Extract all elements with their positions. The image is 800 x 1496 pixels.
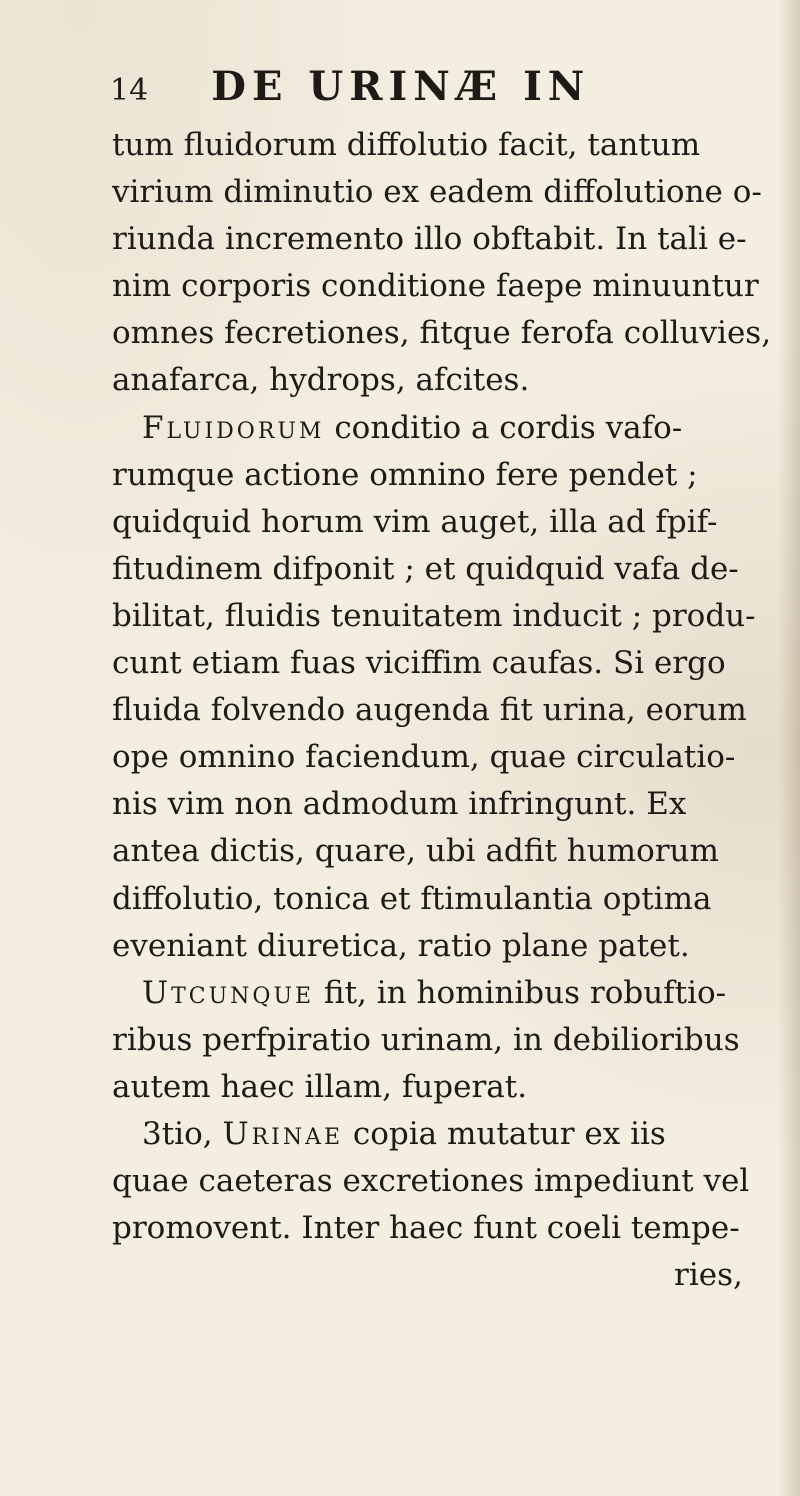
- text-line: fitudinem difponit ; et quidquid vafa de-: [112, 550, 739, 587]
- running-title: DE URINÆ IN: [211, 63, 591, 110]
- text-line: tum fluidorum diffolutio facit, tantum: [112, 127, 701, 163]
- paragraph-start-line: [112, 1111, 792, 1158]
- paragraph-lead-word: Fluidorum: [142, 409, 325, 446]
- paragraph-lead-word: Urinae: [222, 1115, 344, 1152]
- catchword: ries,: [674, 1257, 743, 1294]
- text-line: nim corporis conditione faepe minuuntur: [112, 268, 759, 305]
- text-line: autem haec illam, fuperat.: [112, 1068, 528, 1105]
- text-run: copia mutatur ex iis: [343, 1115, 666, 1152]
- paragraph-lead-word: Utcunque: [142, 974, 315, 1011]
- paragraph-start-line: [112, 405, 792, 452]
- page-number: 14: [110, 73, 149, 108]
- text-line: quidquid horum vim auget, illa ad fpif-: [112, 503, 718, 540]
- text-run: 3tio,: [142, 1115, 223, 1152]
- text-line: eveniant diuretica, ratio plane patet.: [112, 927, 690, 964]
- text-line: anafarca, hydrops, afcites.: [112, 362, 530, 399]
- body-text: [112, 122, 792, 1299]
- text-line: rumque actione omnino fere pendet ;: [112, 456, 698, 493]
- text-line: omnes fecretiones, fitque ferofa colluvies,: [112, 315, 772, 352]
- text-run: fit, in hominibus robuftio-: [314, 974, 727, 1011]
- page-header: [110, 62, 590, 112]
- text-line: ribus perfpiratio urinam, in debilioribus: [112, 1021, 740, 1058]
- paragraph-start-line: [112, 970, 792, 1017]
- text-line: fluida folvendo augenda fit urina, eorum: [112, 692, 747, 729]
- text-run: conditio a cordis vafo-: [324, 409, 683, 446]
- text-line: bilitat, fluidis tenuitatem inducit ; produ-: [112, 597, 756, 634]
- text-line: nis vim non admodum infringunt. Ex: [112, 786, 687, 823]
- text-line: cunt etiam fuas viciffim caufas. Si ergo: [112, 645, 726, 682]
- text-line: quae caeteras excretiones impediunt vel: [112, 1163, 750, 1200]
- text-line: antea dictis, quare, ubi adfit humorum: [112, 833, 719, 870]
- text-line: ope omnino faciendum, quae circulatio-: [112, 739, 736, 776]
- text-line: diffolutio, tonica et ftimulantia optima: [112, 880, 712, 917]
- text-line: virium diminutio ex eadem diffolutione o-: [112, 174, 762, 211]
- text-line: riunda incremento illo obftabit. In tali e-: [112, 221, 747, 258]
- text-line: promovent. Inter haec funt coeli tempe-: [112, 1210, 740, 1247]
